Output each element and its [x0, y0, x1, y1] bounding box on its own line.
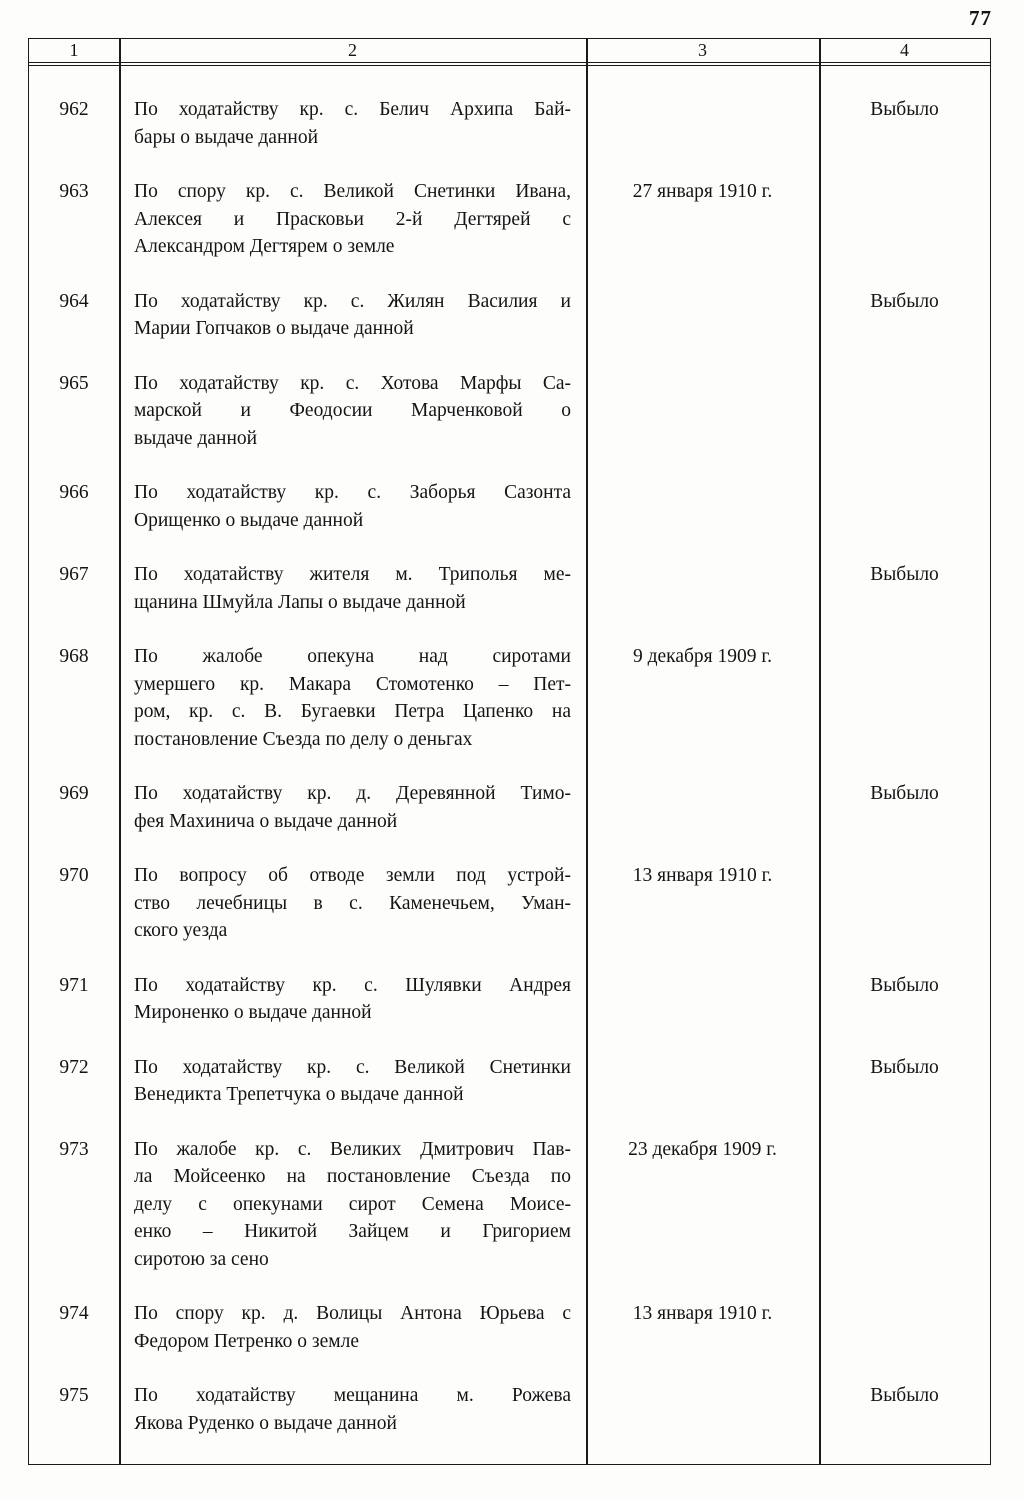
row-date	[586, 780, 819, 862]
column-divider	[819, 39, 821, 1464]
description-line: сиротою за сено	[134, 1248, 269, 1270]
column-divider	[119, 39, 121, 1464]
header-cell-1: 1	[69, 40, 79, 60]
table-row	[29, 972, 990, 1054]
description-line: По ходатайству кр. с. Жилян Василия и	[134, 290, 571, 312]
row-description	[119, 479, 586, 561]
row-number: 962	[59, 99, 89, 120]
description-line: постановление Съезда по делу о деньгах	[134, 728, 473, 750]
row-number: 970	[59, 865, 89, 886]
page-number: 77	[969, 6, 992, 30]
description-line: ром, кр. с. В. Бугаевки Петра Цапенко на	[134, 701, 571, 722]
row-description	[119, 643, 586, 780]
table-header	[29, 39, 990, 66]
row-description	[119, 862, 586, 972]
row-number: 969	[59, 783, 89, 804]
description-line: ского уезда	[134, 920, 228, 941]
description-line: щанина Шмуйла Лапы о выдаче данной	[134, 591, 466, 613]
table-row	[29, 1300, 990, 1382]
row-number: 963	[59, 181, 89, 202]
description-line: По ходатайству кр. с. Хотова Марфы Са-	[134, 372, 571, 394]
row-status	[819, 1136, 990, 1301]
description-line: По вопросу об отводе земли под устрой-	[134, 865, 571, 886]
row-status	[819, 862, 990, 972]
table-row	[29, 561, 990, 643]
column-divider	[586, 39, 588, 1464]
table-row	[29, 178, 990, 288]
table-row	[29, 780, 990, 862]
row-date	[586, 370, 819, 480]
row-status: Выбыло	[870, 1385, 939, 1406]
row-number: 973	[59, 1138, 89, 1160]
row-number: 974	[59, 1303, 89, 1324]
row-status	[819, 643, 990, 780]
row-description	[119, 1054, 586, 1136]
row-date	[586, 288, 819, 370]
row-date: 13 января 1910 г.	[632, 865, 773, 886]
row-number: 971	[59, 974, 89, 996]
description-line: бары о выдаче данной	[134, 126, 319, 148]
description-line: енко – Никитой Зайцем и Григорием	[134, 1221, 571, 1242]
description-line: Орищенко о выдаче данной	[134, 509, 364, 531]
description-line: По ходатайству мещанина м. Рожева	[134, 1385, 571, 1406]
row-description	[119, 1136, 586, 1301]
description-line: фея Махинича о выдаче данной	[134, 810, 398, 832]
row-description	[119, 561, 586, 643]
description-line: По жалобе опекуна над сиротами	[134, 646, 571, 667]
row-status: Выбыло	[870, 564, 939, 585]
description-line: По ходатайству кр. д. Деревянной Тимо-	[134, 783, 571, 804]
row-status	[819, 479, 990, 561]
table-row	[29, 1136, 990, 1301]
table-row	[29, 370, 990, 480]
row-number: 975	[59, 1385, 89, 1406]
description-line: По ходатайству жителя м. Триполья ме-	[134, 564, 571, 585]
header-cell-2: 2	[348, 40, 357, 60]
row-status: Выбыло	[870, 1056, 939, 1078]
row-date	[586, 1382, 819, 1464]
description-line: Марии Гопчаков о выдаче данной	[134, 318, 414, 339]
row-date: 23 декабря 1909 г.	[628, 1138, 777, 1160]
row-date	[586, 972, 819, 1054]
register-table	[28, 38, 991, 1465]
row-number: 966	[59, 482, 89, 503]
row-number: 972	[59, 1056, 89, 1078]
description-line: По спору кр. д. Волицы Антона Юрьева с	[134, 1303, 571, 1324]
row-status: Выбыло	[870, 783, 939, 804]
row-number: 964	[59, 290, 89, 312]
row-description	[119, 370, 586, 480]
row-date: 27 января 1910 г.	[632, 181, 773, 202]
description-line: По ходатайству кр. с. Шулявки Андрея	[134, 974, 571, 996]
description-line: Федором Петренко о земле	[134, 1330, 359, 1352]
row-status: Выбыло	[870, 974, 939, 996]
description-line: По ходатайству кр. с. Заборья Сазонта	[134, 482, 571, 503]
description-line: Мироненко о выдаче данной	[134, 1002, 372, 1023]
description-line: Венедикта Трепетчука о выдаче данной	[134, 1084, 464, 1105]
row-number: 967	[59, 564, 89, 585]
table-row	[29, 1054, 990, 1136]
row-description	[119, 288, 586, 370]
row-description	[119, 972, 586, 1054]
row-date	[586, 561, 819, 643]
description-line: ла Мойсеенко на постановление Съезда по	[134, 1166, 571, 1187]
table-row	[29, 288, 990, 370]
table-row	[29, 479, 990, 561]
description-line: делу с опекунами сирот Семена Моисе-	[134, 1193, 571, 1215]
row-status: Выбыло	[870, 99, 939, 120]
table-row	[29, 643, 990, 780]
row-date	[586, 479, 819, 561]
row-number: 968	[59, 646, 89, 667]
row-date: 9 декабря 1909 г.	[632, 646, 773, 667]
row-status	[819, 1300, 990, 1382]
description-line: умершего кр. Макара Стомотенко – Пет-	[134, 673, 571, 695]
description-line: Якова Руденко о выдаче данной	[134, 1412, 397, 1434]
description-line: Алексея и Прасковьи 2-й Дегтярей с	[134, 208, 571, 230]
description-line: ство лечебницы в с. Каменечьем, Уман-	[134, 892, 571, 914]
row-description	[119, 178, 586, 288]
table-body	[29, 66, 990, 1464]
row-status: Выбыло	[870, 290, 939, 312]
table-row	[29, 862, 990, 972]
row-status	[819, 370, 990, 480]
description-line: марской и Феодосии Марченковой о	[134, 400, 571, 421]
description-line: По спору кр. с. Великой Снетинки Ивана,	[134, 181, 571, 202]
description-line: Александром Дегтярем о земле	[134, 236, 395, 257]
description-line: По ходатайству кр. с. Белич Архипа Бай-	[134, 99, 571, 120]
row-description	[119, 1300, 586, 1382]
table-row	[29, 1382, 990, 1464]
header-cell-4: 4	[900, 40, 909, 60]
row-status	[819, 178, 990, 288]
row-date: 13 января 1910 г.	[632, 1303, 773, 1324]
table-row	[29, 96, 990, 178]
description-line: выдаче данной	[134, 427, 258, 449]
row-date	[586, 96, 819, 178]
row-number: 965	[59, 372, 89, 394]
row-description	[119, 780, 586, 862]
row-date	[586, 1054, 819, 1136]
row-description	[119, 96, 586, 178]
row-description	[119, 1382, 586, 1464]
description-line: По жалобе кр. с. Великих Дмитрович Пав-	[134, 1138, 571, 1160]
header-cell-3: 3	[698, 40, 707, 60]
description-line: По ходатайству кр. с. Великой Снетинки	[134, 1056, 571, 1078]
